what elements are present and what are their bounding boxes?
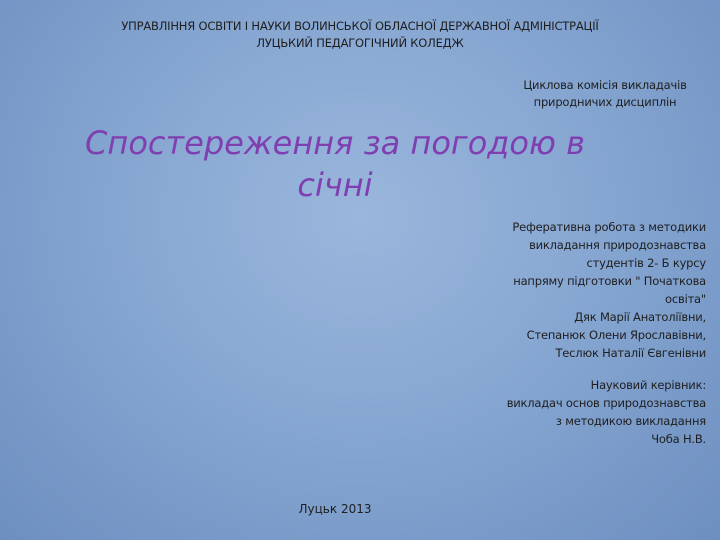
institution-line-1: УПРАВЛІННЯ ОСВІТИ І НАУКИ ВОЛИНСЬКОЇ ОБЛАСНОЇ ДЕРЖАВНОЇ АДМІНІСТРАЦІЇ xyxy=(121,19,599,33)
supervisor-line: викладач основ природознавства xyxy=(506,396,706,410)
commission-line-2: природничих дисциплін xyxy=(533,95,677,109)
abstract-line: викладання природознавства xyxy=(529,238,706,252)
institution-line-2: ЛУЦЬКИЙ ПЕДАГОГІЧНИЙ КОЛЕДЖ xyxy=(256,36,464,50)
page-title xyxy=(75,122,595,206)
abstract-line: студентів 2- Б курсу xyxy=(586,256,706,270)
author-line: Степанюк Олени Ярославівни, xyxy=(526,328,706,342)
abstract-line: напряму підготовки " Початкова xyxy=(513,274,706,288)
abstract-line: освіта" xyxy=(665,292,706,306)
commission-block xyxy=(505,77,705,111)
institution-header xyxy=(60,18,660,52)
supervisor-line: Науковий керівник: xyxy=(590,378,706,392)
abstract-line: Реферативна робота з методики xyxy=(512,220,706,234)
author-line: Дяк Марії Анатоліївни, xyxy=(574,310,706,324)
supervisor-line: з методикою викладання xyxy=(555,414,706,428)
abstract-block xyxy=(490,218,706,362)
city-year: Луцьк 2013 xyxy=(298,502,372,516)
title-line-1: Спостереження за погодою в xyxy=(85,124,585,162)
supervisor-line: Чоба Н.В. xyxy=(651,432,706,446)
author-line: Теслюк Наталії Євгенівни xyxy=(555,346,706,360)
commission-line-1: Циклова комісія викладачів xyxy=(523,78,687,92)
title-line-2: січні xyxy=(297,166,373,204)
supervisor-block xyxy=(480,376,706,448)
